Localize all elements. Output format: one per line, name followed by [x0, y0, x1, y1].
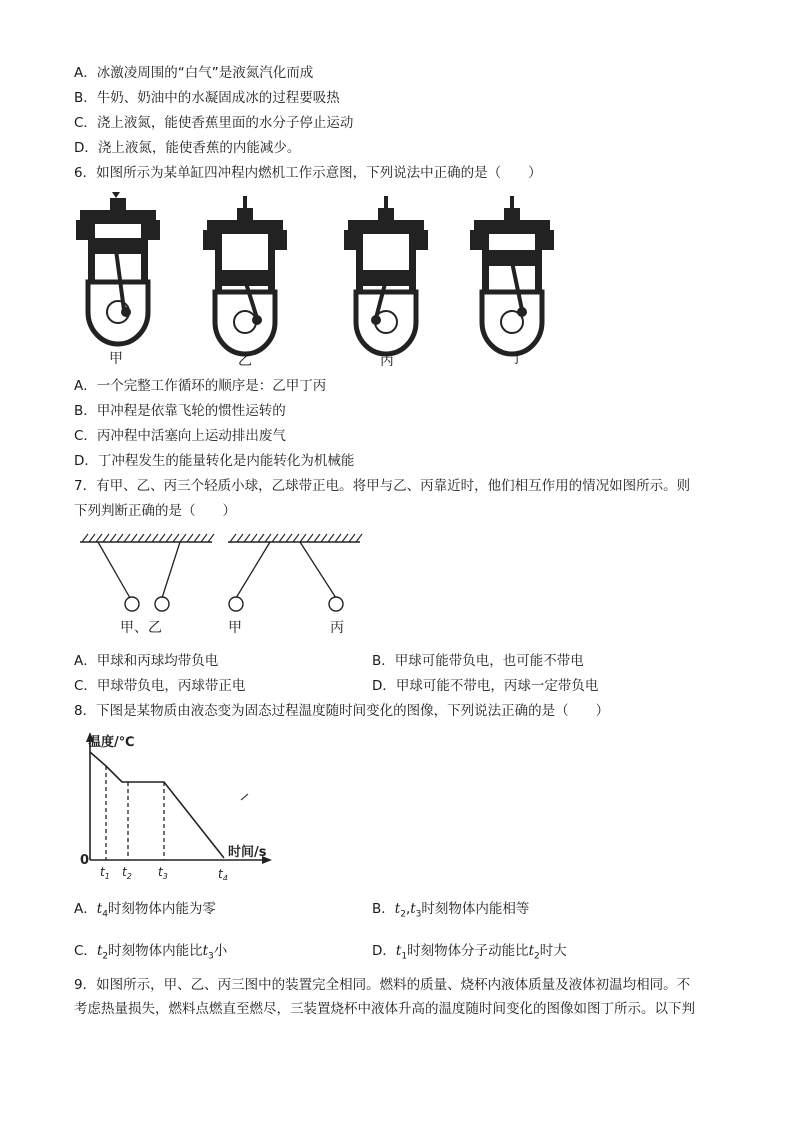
q8-option-d: D．$t_1$时刻物体分子动能比$t_2$时大 — [372, 943, 567, 962]
balls-label-jia: 甲 — [228, 620, 242, 636]
engine-bing — [344, 196, 428, 354]
ball-yi — [155, 597, 169, 611]
engine-label-ding: 丁 — [510, 351, 524, 367]
q8-option-c: C．$t_2$时刻物体内能比$t_3$小 — [74, 943, 228, 962]
engine-label-jia: 甲 — [109, 351, 123, 367]
cooling-curve-graph — [76, 728, 286, 880]
tick-t1: $t_1$ — [100, 865, 110, 880]
engine-strokes-figure — [70, 190, 570, 370]
q6-stem: 6．如图所示为某单缸四冲程内燃机工作示意图，下列说法中正确的是（ ） — [74, 165, 542, 181]
engine-jia — [76, 192, 160, 344]
q8-option-b: B．$t_2,t_3$时刻物体内能相等 — [372, 901, 530, 920]
charged-balls-figure — [74, 528, 364, 618]
ball-bing — [329, 597, 343, 611]
tick-t4: $t_4$ — [218, 867, 228, 880]
q9-line1: 9．如图所示，甲、乙、丙三图中的装置完全相同。燃料的质量、烧杯内液体质量及液体初温均相同。不 — [74, 977, 691, 993]
q7-stem-line1: 7．有甲、乙、丙三个轻质小球，乙球带正电。将甲与乙、丙靠近时，他们相互作用的情况如图所示。则 — [74, 478, 691, 494]
q5-option-b: B．牛奶、奶油中的水凝固成冰的过程要吸热 — [74, 90, 340, 106]
ceiling-hatch — [82, 534, 362, 542]
q8-option-a: A．$t_4$时刻物体内能为零 — [74, 901, 216, 920]
q5-option-a: A．冰激凌周围的“白气”是液氮汽化而成 — [74, 65, 314, 81]
tick-t3: $t_3$ — [158, 865, 168, 880]
cooling-curve — [90, 752, 224, 858]
q6-option-d: D．丁冲程发生的能量转化是内能转化为机械能 — [74, 453, 355, 469]
q7-option-d: D．甲球可能不带电，丙球一定带负电 — [372, 678, 599, 694]
engine-label-yi: 乙 — [238, 353, 252, 369]
q9-line2: 考虑热量损失，燃料点燃直至燃尽，三装置烧杯中液体升高的温度随时间变化的图像如图丁所示。以下判 — [74, 1001, 695, 1017]
x-axis-label: 时间/s — [228, 845, 267, 860]
q6-option-a: A．一个完整工作循环的顺序是：乙甲丁丙 — [74, 378, 327, 394]
engine-yi — [203, 196, 287, 354]
q8-stem: 8．下图是某物质由液态变为固态过程温度随时间变化的图像，下列说法正确的是（ ） — [74, 703, 610, 719]
q7-option-c: C．甲球带负电，丙球带正电 — [74, 678, 246, 694]
q6-option-c: C．丙冲程中活塞向上运动排出废气 — [74, 428, 286, 444]
ball-jia-left — [125, 597, 139, 611]
tick-t2: $t_2$ — [122, 865, 132, 880]
q5-option-c: C．浇上液氮，能使香蕉里面的水分子停止运动 — [74, 115, 354, 131]
q7-stem-line2: 下列判断正确的是（ ） — [74, 503, 236, 519]
engine-label-bing: 丙 — [380, 353, 394, 369]
balls-label-jia-yi: 甲、乙 — [120, 620, 162, 636]
engine-ding — [470, 196, 554, 354]
q7-option-a: A．甲球和丙球均带负电 — [74, 653, 219, 669]
q6-option-b: B．甲冲程是依靠飞轮的惯性运转的 — [74, 403, 286, 419]
y-axis-label: 温度/℃ — [88, 735, 135, 750]
balls-label-bing: 丙 — [330, 620, 344, 636]
ball-jia-right — [229, 597, 243, 611]
q5-option-d: D．浇上液氮，能使香蕉的内能减少。 — [74, 140, 301, 156]
stray-mark — [240, 792, 250, 802]
q7-option-b: B．甲球可能带负电，也可能不带电 — [372, 653, 584, 669]
origin-label: 0 — [80, 853, 90, 868]
